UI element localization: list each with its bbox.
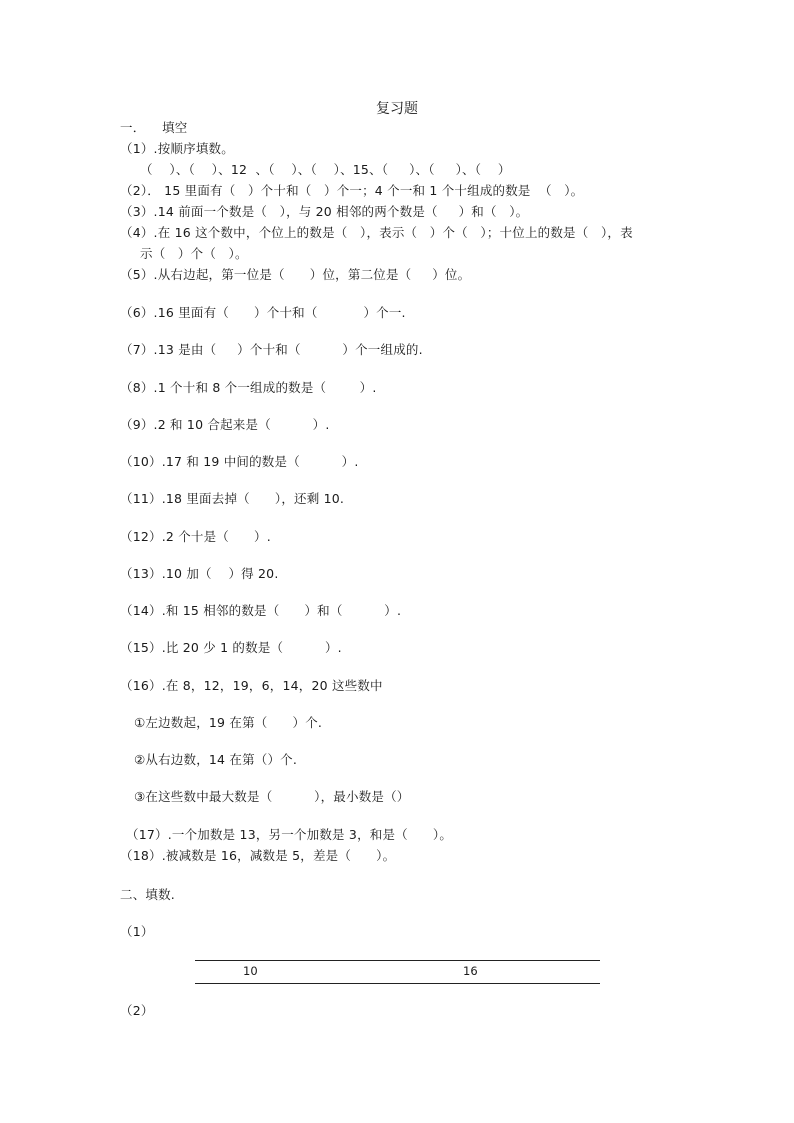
question-3: （3）.14 前面一个数是（ ），与 20 相邻的两个数是（ ）和（ ）。: [120, 204, 529, 219]
question-14: （14）.和 15 相邻的数是（ ）和（ ）.: [120, 603, 402, 618]
part-1-label: （1）: [120, 924, 154, 939]
question-7: （7）.13 是由（ ）个十和（ ）个一组成的.: [120, 342, 423, 357]
question-1-blanks: （ ）、（ ）、12 、（ ）、（ ）、15、（ ）、（ ）、（ ）: [140, 162, 511, 177]
question-12: （12）.2 个十是（ ）.: [120, 529, 271, 544]
question-18: （18）.被减数是 16，减数是 5，差是（ ）。: [120, 848, 396, 863]
question-9: （9）.2 和 10 合起来是（ ）.: [120, 417, 330, 432]
question-16-part-1: ①左边数起，19 在第（ ）个.: [134, 715, 323, 730]
question-5: （5）.从右边起，第一位是（ ）位，第二位是（ ）位。: [120, 267, 471, 282]
question-4-line-1: （4）.在 16 这个数中，个位上的数是（ ），表示（ ）个（ ）；十位上的数是（ ），表: [120, 225, 633, 240]
question-17: （17）.一个加数是 13，另一个加数是 3，和是（ ）。: [126, 827, 453, 842]
question-16-part-2: ②从右边数，14 在第（）个.: [134, 752, 298, 767]
number-line-box: [195, 960, 600, 984]
number-line-label-16: 16: [463, 964, 478, 978]
question-13: （13）.10 加（ ）得 20.: [120, 566, 279, 581]
question-10: （10）.17 和 19 中间的数是（ ）.: [120, 454, 359, 469]
question-4-line-2: 示（ ）个（ ）。: [140, 246, 248, 261]
question-8: （8）.1 个十和 8 个一组成的数是（ ）.: [120, 380, 377, 395]
question-16-part-3: ③在这些数中最大数是（ ），最小数是（）: [134, 789, 410, 804]
section-heading-fill-numbers: 二、填数.: [120, 887, 175, 902]
section-heading-fill-blank: 一． 填空: [120, 120, 188, 135]
question-11: （11）.18 里面去掉（ ），还剩 10.: [120, 491, 345, 506]
question-1: （1）.按顺序填数。: [120, 141, 234, 156]
part-2-label: （2）: [120, 1003, 154, 1018]
number-line-label-10: 10: [243, 964, 258, 978]
page-title: 复习题: [376, 101, 418, 117]
question-15: （15）.比 20 少 1 的数是（ ）.: [120, 640, 342, 655]
question-16: （16）.在 8，12，19，6，14，20 这些数中: [120, 678, 383, 693]
question-6: （6）.16 里面有（ ）个十和（ ）个一.: [120, 305, 406, 320]
question-2: （2）． 15 里面有（ ）个十和（ ）个一；4 个一和 1 个十组成的数是 （ ）。: [120, 183, 584, 198]
